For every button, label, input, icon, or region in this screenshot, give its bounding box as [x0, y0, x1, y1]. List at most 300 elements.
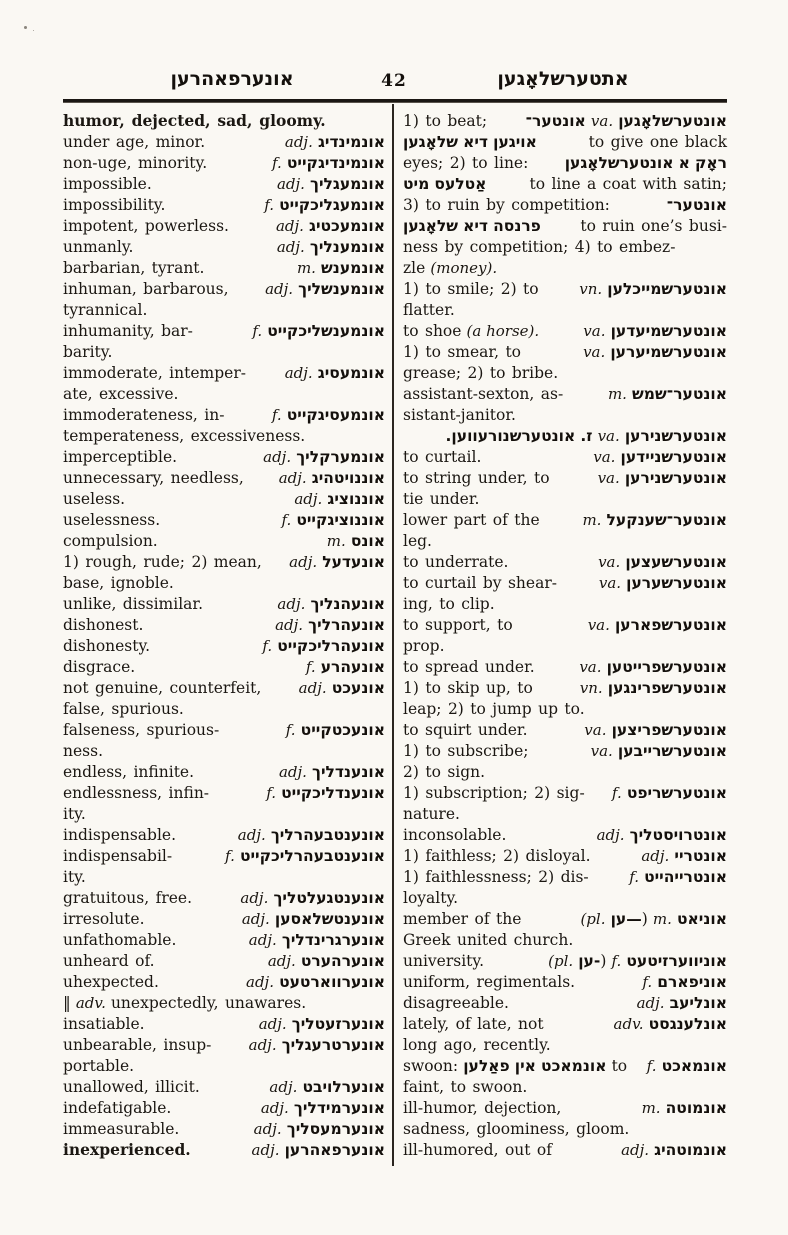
definition-text: to support, to [403, 616, 513, 634]
pos-label: adj. [276, 238, 305, 256]
entry-right-text [294, 488, 385, 510]
entry-left-text [403, 551, 508, 573]
yiddish-word: אונטערשלאָגען [564, 154, 674, 172]
entry-left-text [403, 572, 557, 594]
entry-left-text [403, 467, 550, 489]
entry-right-text [614, 1013, 727, 1035]
dict-line [403, 341, 727, 362]
dict-line [403, 677, 727, 698]
entry-left-text [63, 551, 262, 573]
definition-text: insatiable. [63, 1015, 145, 1033]
entry-left-text [63, 1118, 179, 1140]
yiddish-word: אין [514, 1057, 536, 1075]
entry-left-text [403, 992, 509, 1014]
definition-text: grease; 2) to bribe. [403, 364, 559, 382]
entry-left-text [63, 194, 165, 216]
dict-line [403, 362, 727, 383]
pos-label: m. [641, 1099, 661, 1117]
dict-line [63, 530, 385, 551]
pos-label: adj. [253, 1120, 282, 1138]
definition-text: ness by competition; 4) to embez- [403, 238, 676, 256]
dict-line [63, 215, 385, 236]
dict-line [63, 488, 385, 509]
page-number: 42 [381, 71, 407, 91]
entry-left-text [403, 1013, 544, 1035]
pos-label: f. [281, 511, 292, 529]
yiddish-word: -ען [578, 952, 601, 970]
definition-text: eyes; 2) to line: [403, 154, 529, 172]
dict-line [63, 740, 385, 761]
definition-text: tyrannical. [63, 301, 148, 319]
pos-label: adj. [275, 616, 304, 634]
dict-line [403, 551, 727, 572]
yiddish-word: אונמוטהיג [654, 1141, 727, 1159]
pos-label: adv. [75, 994, 106, 1012]
definition-text: flatter. [403, 301, 455, 319]
dict-line [403, 656, 727, 677]
yiddish-word: אויגען [493, 133, 537, 151]
entry-left-text [403, 257, 497, 279]
dict-line [403, 740, 727, 761]
entry-left-text [63, 1034, 211, 1056]
dict-line [403, 572, 727, 593]
entry-left-text [403, 614, 513, 636]
pos-label: m. [652, 910, 672, 928]
entry-left-text [403, 740, 529, 762]
pos-label: adj. [596, 826, 625, 844]
dict-line [403, 698, 727, 719]
entry-left-text [63, 1055, 134, 1077]
definition-text: Greek united church. [403, 931, 574, 949]
dict-line [403, 215, 727, 236]
dict-line [403, 1076, 727, 1097]
entry-left-text [63, 1013, 145, 1035]
dict-line [63, 299, 385, 320]
entry-left-text [63, 782, 209, 804]
dict-line [403, 152, 727, 173]
pos-label: f. [629, 868, 639, 886]
entry-right-text [275, 614, 385, 636]
definition-text: disgrace. [63, 658, 136, 676]
yiddish-word: מיט [403, 175, 430, 193]
entry-left-text [403, 1034, 551, 1056]
definition-text: lower part of the [403, 511, 540, 529]
dict-line [63, 572, 385, 593]
entry-right-text [277, 173, 385, 195]
entry-left-text [63, 509, 160, 531]
pos-label: m. [607, 385, 627, 403]
entry-right-text [580, 908, 727, 930]
pos-label: va. [597, 469, 620, 487]
definition-text: 1) faithless; 2) disloyal. [403, 847, 591, 865]
entry-left-text [63, 362, 246, 384]
yiddish-word: אונמעסיגקייט [286, 406, 385, 424]
dict-line [403, 425, 727, 446]
pos-label: adj. [636, 994, 665, 1012]
definition-text: non-uge, minority. [63, 154, 208, 172]
pos-label: adj. [260, 1099, 289, 1117]
entry-left-text [403, 110, 487, 132]
pos-label: f. [264, 196, 275, 214]
entry-right-text [262, 635, 385, 657]
pos-label: f. [262, 637, 273, 655]
entry-right-text [249, 929, 385, 951]
pos-label: va. [584, 721, 607, 739]
entry-left-text [403, 593, 495, 615]
yiddish-word: אונמעגליכקייט [279, 196, 385, 214]
yiddish-word: אונמעכטיג [309, 217, 385, 235]
yiddish-word: אונטערשרייבען [617, 742, 727, 760]
entry-left-text [63, 110, 326, 131]
definition-text: ill-humored, out of [403, 1141, 553, 1159]
yiddish-word: אונמינדיג [317, 133, 385, 151]
entry-right-text [584, 719, 727, 741]
entry-right-text [263, 446, 385, 468]
yiddish-word: דיא [463, 217, 489, 235]
dict-line [63, 173, 385, 194]
definition-text: to spread under. [403, 658, 535, 676]
definition-text: 1) to beat; [403, 112, 488, 130]
pos-label: va. [598, 553, 621, 571]
pos-label: adj. [269, 1078, 298, 1096]
entry-right-text [589, 131, 727, 153]
pos-label: (pl. [548, 952, 574, 970]
dict-line [63, 1097, 385, 1118]
entry-right-text [279, 761, 385, 783]
definition-text: unexpectedly, unawares. [110, 994, 307, 1012]
definition-text: base, ignoble. [63, 574, 174, 592]
pos-label: adj. [294, 490, 323, 508]
entry-left-text [63, 488, 125, 510]
entry-left-text [403, 131, 537, 153]
entry-right-text [641, 845, 727, 867]
pos-label: f. [271, 406, 282, 424]
dict-line [403, 530, 727, 551]
definition-text: gratuitous, free. [63, 889, 193, 907]
entry-left-text [63, 887, 192, 909]
definition-text: prop. [403, 637, 445, 655]
definition-text: nature. [403, 805, 460, 823]
entry-left-text [403, 404, 516, 426]
definition-text: 1) to smile; 2) to [403, 280, 539, 298]
entry-left-text [403, 1118, 629, 1140]
pos-label: va. [593, 448, 616, 466]
dict-line [403, 110, 727, 131]
entry-right-text [582, 509, 727, 531]
yiddish-word: אוניפארם [657, 973, 727, 991]
definition-text: unbearable, insup- [63, 1036, 212, 1054]
entry-left-text [403, 929, 573, 951]
pos-label: (money). [430, 259, 498, 277]
definition-text: imperceptible. [63, 448, 178, 466]
dict-line [403, 761, 727, 782]
entry-left-text [403, 194, 610, 216]
pos-label: adj. [284, 364, 313, 382]
definition-text: leap; 2) to jump up to. [403, 700, 585, 718]
entry-right-text [597, 824, 727, 846]
dict-line [403, 257, 727, 278]
yiddish-word: אונמעסיג [317, 364, 385, 382]
entry-left-text [403, 950, 484, 972]
entry-left-text [63, 425, 305, 447]
entry-right-text [565, 152, 727, 174]
yiddish-word: אונליעב [669, 994, 727, 1012]
entry-left-text [403, 530, 432, 552]
entry-left-text [63, 1097, 171, 1119]
entry-right-text [265, 278, 385, 300]
definition-text: dishonest. [63, 616, 144, 634]
entry-right-text [446, 425, 727, 447]
entry-left-text [403, 320, 539, 342]
pos-label: m. [326, 532, 346, 550]
definition-text: inexperienced. [63, 1140, 191, 1159]
yiddish-word: אונטערשערען [626, 574, 727, 592]
yiddish-word: אונטערשפרייטען [606, 658, 727, 676]
entry-right-text [593, 446, 727, 468]
pos-label: (a horse). [466, 322, 540, 340]
dict-line [63, 635, 385, 656]
entry-right-text [583, 320, 727, 342]
definition-text: uhexpected. [63, 973, 159, 991]
entry-left-text [403, 362, 558, 384]
definition-text: ill-humor, dejection, [403, 1099, 562, 1117]
yiddish-word: אוניאט [676, 910, 727, 928]
pos-label: va. [597, 427, 620, 445]
definition-text: unlike, dissimilar. [63, 595, 204, 613]
yiddish-word: ראָק [694, 154, 727, 172]
entry-left-text [403, 656, 535, 678]
yiddish-word: אונערמידליך [293, 1099, 385, 1117]
definition-text: uselessness. [63, 511, 161, 529]
definition-text: indispensabil- [63, 847, 173, 865]
entry-right-text [598, 467, 727, 489]
entry-right-text [599, 572, 727, 594]
entry-left-text [63, 950, 155, 972]
dict-line [63, 320, 385, 341]
entry-right-text [591, 740, 727, 762]
definition-text: ) [641, 910, 648, 928]
dict-line [63, 845, 385, 866]
pos-label: adj. [263, 448, 292, 466]
definition-text: inconsolable. [403, 826, 507, 844]
pos-label: adj. [278, 763, 307, 781]
pos-label: (pl. [580, 910, 606, 928]
entry-left-text [403, 803, 460, 825]
entry-left-text [63, 467, 244, 489]
scan-speck [24, 26, 27, 29]
definition-text: 1) to subscribe; [403, 742, 529, 760]
entry-right-text [272, 152, 385, 174]
definition-text: loyalty. [403, 889, 459, 907]
yiddish-word: א [678, 154, 690, 172]
yiddish-word: אַטלעס [434, 175, 487, 193]
definition-text: inhuman, barbarous, [63, 280, 229, 298]
yiddish-word: אונטרויסטליך [629, 826, 727, 844]
entry-left-text [63, 299, 147, 321]
entry-right-text [252, 1139, 385, 1161]
dict-line [63, 131, 385, 152]
yiddish-word: אונס [350, 532, 385, 550]
entry-right-text [286, 719, 385, 741]
yiddish-word: אונטרייהייט [644, 868, 727, 886]
dict-line [403, 320, 727, 341]
dict-line [63, 614, 385, 635]
definition-text: to line a coat with satin; [529, 175, 727, 193]
yiddish-word: אוננוציגקייט [296, 511, 385, 529]
entry-right-text [629, 866, 727, 888]
yiddish-word: אונמענליך [309, 238, 385, 256]
definition-text: ing, to clip. [403, 595, 495, 613]
dict-line [403, 782, 727, 803]
entry-left-text [403, 446, 481, 468]
yiddish-word: אוננויטהיג [311, 469, 385, 487]
dict-line [403, 845, 727, 866]
definition-text: ity. [63, 805, 86, 823]
entry-right-text [637, 992, 727, 1014]
entry-left-text [63, 1139, 191, 1160]
pos-label: adj. [240, 889, 269, 907]
entry-left-text [403, 341, 521, 363]
pos-label: f. [305, 658, 316, 676]
dict-line [63, 404, 385, 425]
definition-text: ) [600, 952, 607, 970]
column-divider [392, 104, 394, 1166]
yiddish-word: אונטערשמיערען [610, 343, 727, 361]
definition-text: to ruin one’s busi- [580, 217, 727, 235]
dict-line [63, 257, 385, 278]
yiddish-word: אונמענש [321, 259, 385, 277]
header-keyword-right: אתטערשלאָגען [497, 68, 629, 90]
entry-left-text [63, 278, 229, 300]
definition-text: immoderate, intemper- [63, 364, 246, 382]
definition-text: ‖ [63, 994, 71, 1012]
definition-text: irresolute. [63, 910, 145, 928]
entry-left-text [63, 152, 207, 174]
entry-left-text [63, 929, 176, 951]
entry-left-text [403, 719, 528, 741]
entry-left-text [403, 761, 485, 783]
definition-text: university. [403, 952, 485, 970]
dict-line [63, 152, 385, 173]
definition-text: falseness, spurious- [63, 721, 220, 739]
dict-line [403, 1013, 727, 1034]
pos-label: f. [611, 952, 622, 970]
dict-line [63, 887, 385, 908]
entry-right-text [306, 656, 385, 678]
yiddish-word: אונטערשנירען [624, 427, 727, 445]
dict-line [63, 656, 385, 677]
dict-line [63, 677, 385, 698]
dictionary-column-right [403, 110, 727, 1160]
definition-text: member of the [403, 910, 522, 928]
definition-text: 1) to smear, to [403, 343, 522, 361]
entry-right-text [579, 656, 727, 678]
yiddish-word: אונמאכט [541, 1057, 607, 1075]
entry-left-text [403, 698, 585, 720]
pos-label: va. [587, 616, 610, 634]
dict-line [403, 404, 727, 425]
definition-text: to string under, to [403, 469, 550, 487]
dict-line [403, 593, 727, 614]
yiddish-word: אונענטבעהרליכקייט [239, 847, 385, 865]
dict-line [63, 446, 385, 467]
definition-text: swoon: [403, 1057, 459, 1075]
yiddish-word: אונמעגליך [310, 175, 385, 193]
yiddish-word: אונעכט [331, 679, 385, 697]
yiddish-word: דיא [463, 133, 489, 151]
definition-text: endlessness, infin- [63, 784, 210, 802]
entry-right-text [289, 551, 385, 573]
header-rule [63, 99, 727, 103]
definition-text: barity. [63, 343, 113, 361]
pos-label: m. [582, 511, 602, 529]
definition-text: immoderateness, in- [63, 406, 225, 424]
dict-line [63, 824, 385, 845]
entry-left-text [63, 131, 205, 153]
entry-left-text [403, 635, 445, 657]
yiddish-word: אונערמעסליך [286, 1120, 385, 1138]
pos-label: f. [272, 154, 282, 172]
definition-text: disagreeable. [403, 994, 509, 1012]
entry-left-text [63, 530, 158, 552]
entry-right-text [246, 971, 385, 993]
yiddish-word: אונעדעל [322, 553, 385, 571]
entry-right-text [240, 887, 385, 909]
dict-line [403, 509, 727, 530]
dict-line [403, 803, 727, 824]
dict-line [403, 1139, 727, 1160]
entry-left-text [63, 845, 172, 867]
pos-label: adj. [277, 595, 306, 613]
dict-line [63, 194, 385, 215]
dict-line [403, 1055, 727, 1076]
dict-line [63, 278, 385, 299]
entry-right-text [642, 971, 727, 993]
pos-label: f. [285, 721, 296, 739]
dict-line [63, 782, 385, 803]
dict-line [63, 992, 385, 1013]
definition-text: faint, to swoon. [403, 1078, 528, 1096]
entry-left-text [403, 1139, 552, 1161]
yiddish-word: אונענטבעהרליך [270, 826, 385, 844]
dict-line [403, 614, 727, 635]
entry-left-text [63, 446, 177, 468]
definition-text: 1) faithlessness; 2) dis- [403, 868, 589, 886]
entry-right-text [647, 1055, 727, 1077]
entry-left-text [403, 845, 591, 867]
pos-label: adj. [276, 175, 305, 193]
dict-line [63, 803, 385, 824]
entry-left-text [63, 320, 193, 342]
entry-right-text [277, 236, 385, 258]
definition-text: portable. [63, 1057, 135, 1075]
dict-line [403, 488, 727, 509]
yiddish-word: אונמוטה [665, 1099, 727, 1117]
pos-label: f. [611, 784, 622, 802]
definition-text: endless, infinite. [63, 763, 195, 781]
pos-label: adj. [289, 553, 318, 571]
yiddish-word: אונעהנליך [310, 595, 385, 613]
dict-line [63, 1139, 385, 1160]
entry-left-text [403, 1076, 527, 1098]
entry-left-text [63, 740, 103, 762]
dict-line [403, 173, 727, 194]
dict-line [63, 950, 385, 971]
definition-text: long ago, recently. [403, 1036, 551, 1054]
definition-text: dishonesty. [63, 637, 151, 655]
dict-line [403, 824, 727, 845]
pos-label: adj. [278, 469, 307, 487]
